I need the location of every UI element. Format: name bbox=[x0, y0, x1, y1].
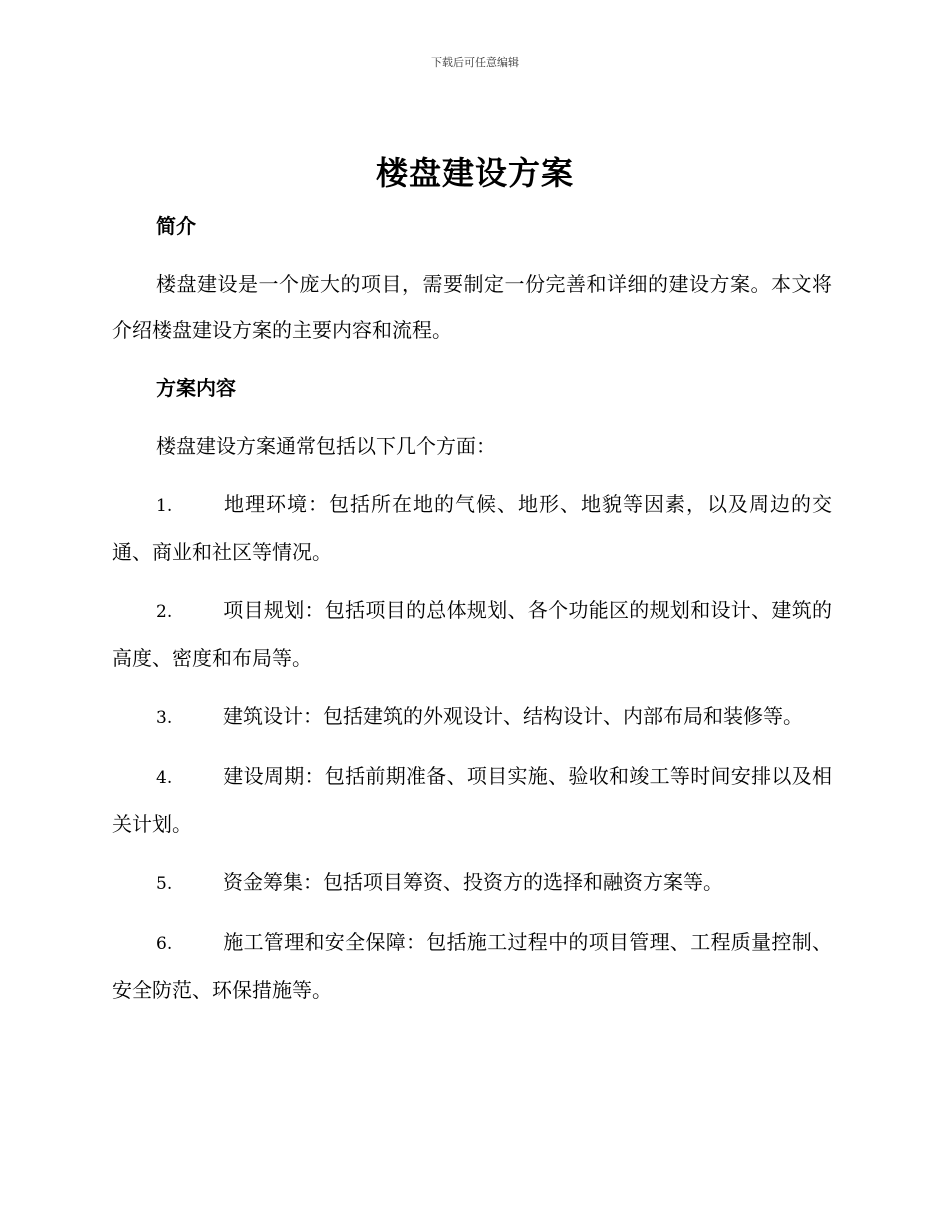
header-note: 下载后可任意编辑 bbox=[431, 56, 519, 69]
list-item-text: 项目规划：包括项目的总体规划、各个功能区的规划和设计、建筑的高度、密度和布局等。 bbox=[112, 598, 832, 670]
list-item bbox=[112, 693, 832, 741]
list-item bbox=[112, 587, 832, 681]
content-list bbox=[112, 481, 832, 1013]
list-number: 6. bbox=[156, 934, 173, 954]
list-item bbox=[112, 859, 832, 907]
section-heading-intro: 简介 bbox=[156, 214, 196, 238]
section-heading-content: 方案内容 bbox=[156, 376, 236, 400]
list-number: 2. bbox=[156, 602, 173, 622]
list-number: 4. bbox=[156, 768, 173, 788]
list-item-text: 地理环境：包括所在地的气候、地形、地貌等因素，以及周边的交通、商业和社区等情况。 bbox=[112, 492, 832, 564]
document-title: 楼盘建设方案 bbox=[375, 154, 574, 192]
list-item bbox=[112, 481, 832, 575]
list-item-text: 施工管理和安全保障：包括施工过程中的项目管理、工程质量控制、安全防范、环保措施等。 bbox=[112, 930, 832, 1002]
list-item-text: 建设周期：包括前期准备、项目实施、验收和竣工等时间安排以及相关计划。 bbox=[112, 764, 832, 836]
list-item-text: 资金筹集：包括项目筹资、投资方的选择和融资方案等。 bbox=[223, 870, 723, 894]
list-number: 1. bbox=[156, 496, 173, 516]
list-item-text: 建筑设计：包括建筑的外观设计、结构设计、内部布局和装修等。 bbox=[223, 704, 803, 728]
list-number: 5. bbox=[156, 874, 173, 894]
list-item bbox=[112, 753, 832, 847]
intro-paragraph: 楼盘建设是一个庞大的项目，需要制定一份完善和详细的建设方案。本文将介绍楼盘建设方案的主要内容和流程。 bbox=[112, 272, 832, 342]
content-lead-paragraph: 楼盘建设方案通常包括以下几个方面： bbox=[156, 434, 496, 458]
list-item bbox=[112, 919, 832, 1013]
document-body bbox=[112, 203, 832, 1025]
list-number: 3. bbox=[156, 708, 173, 728]
